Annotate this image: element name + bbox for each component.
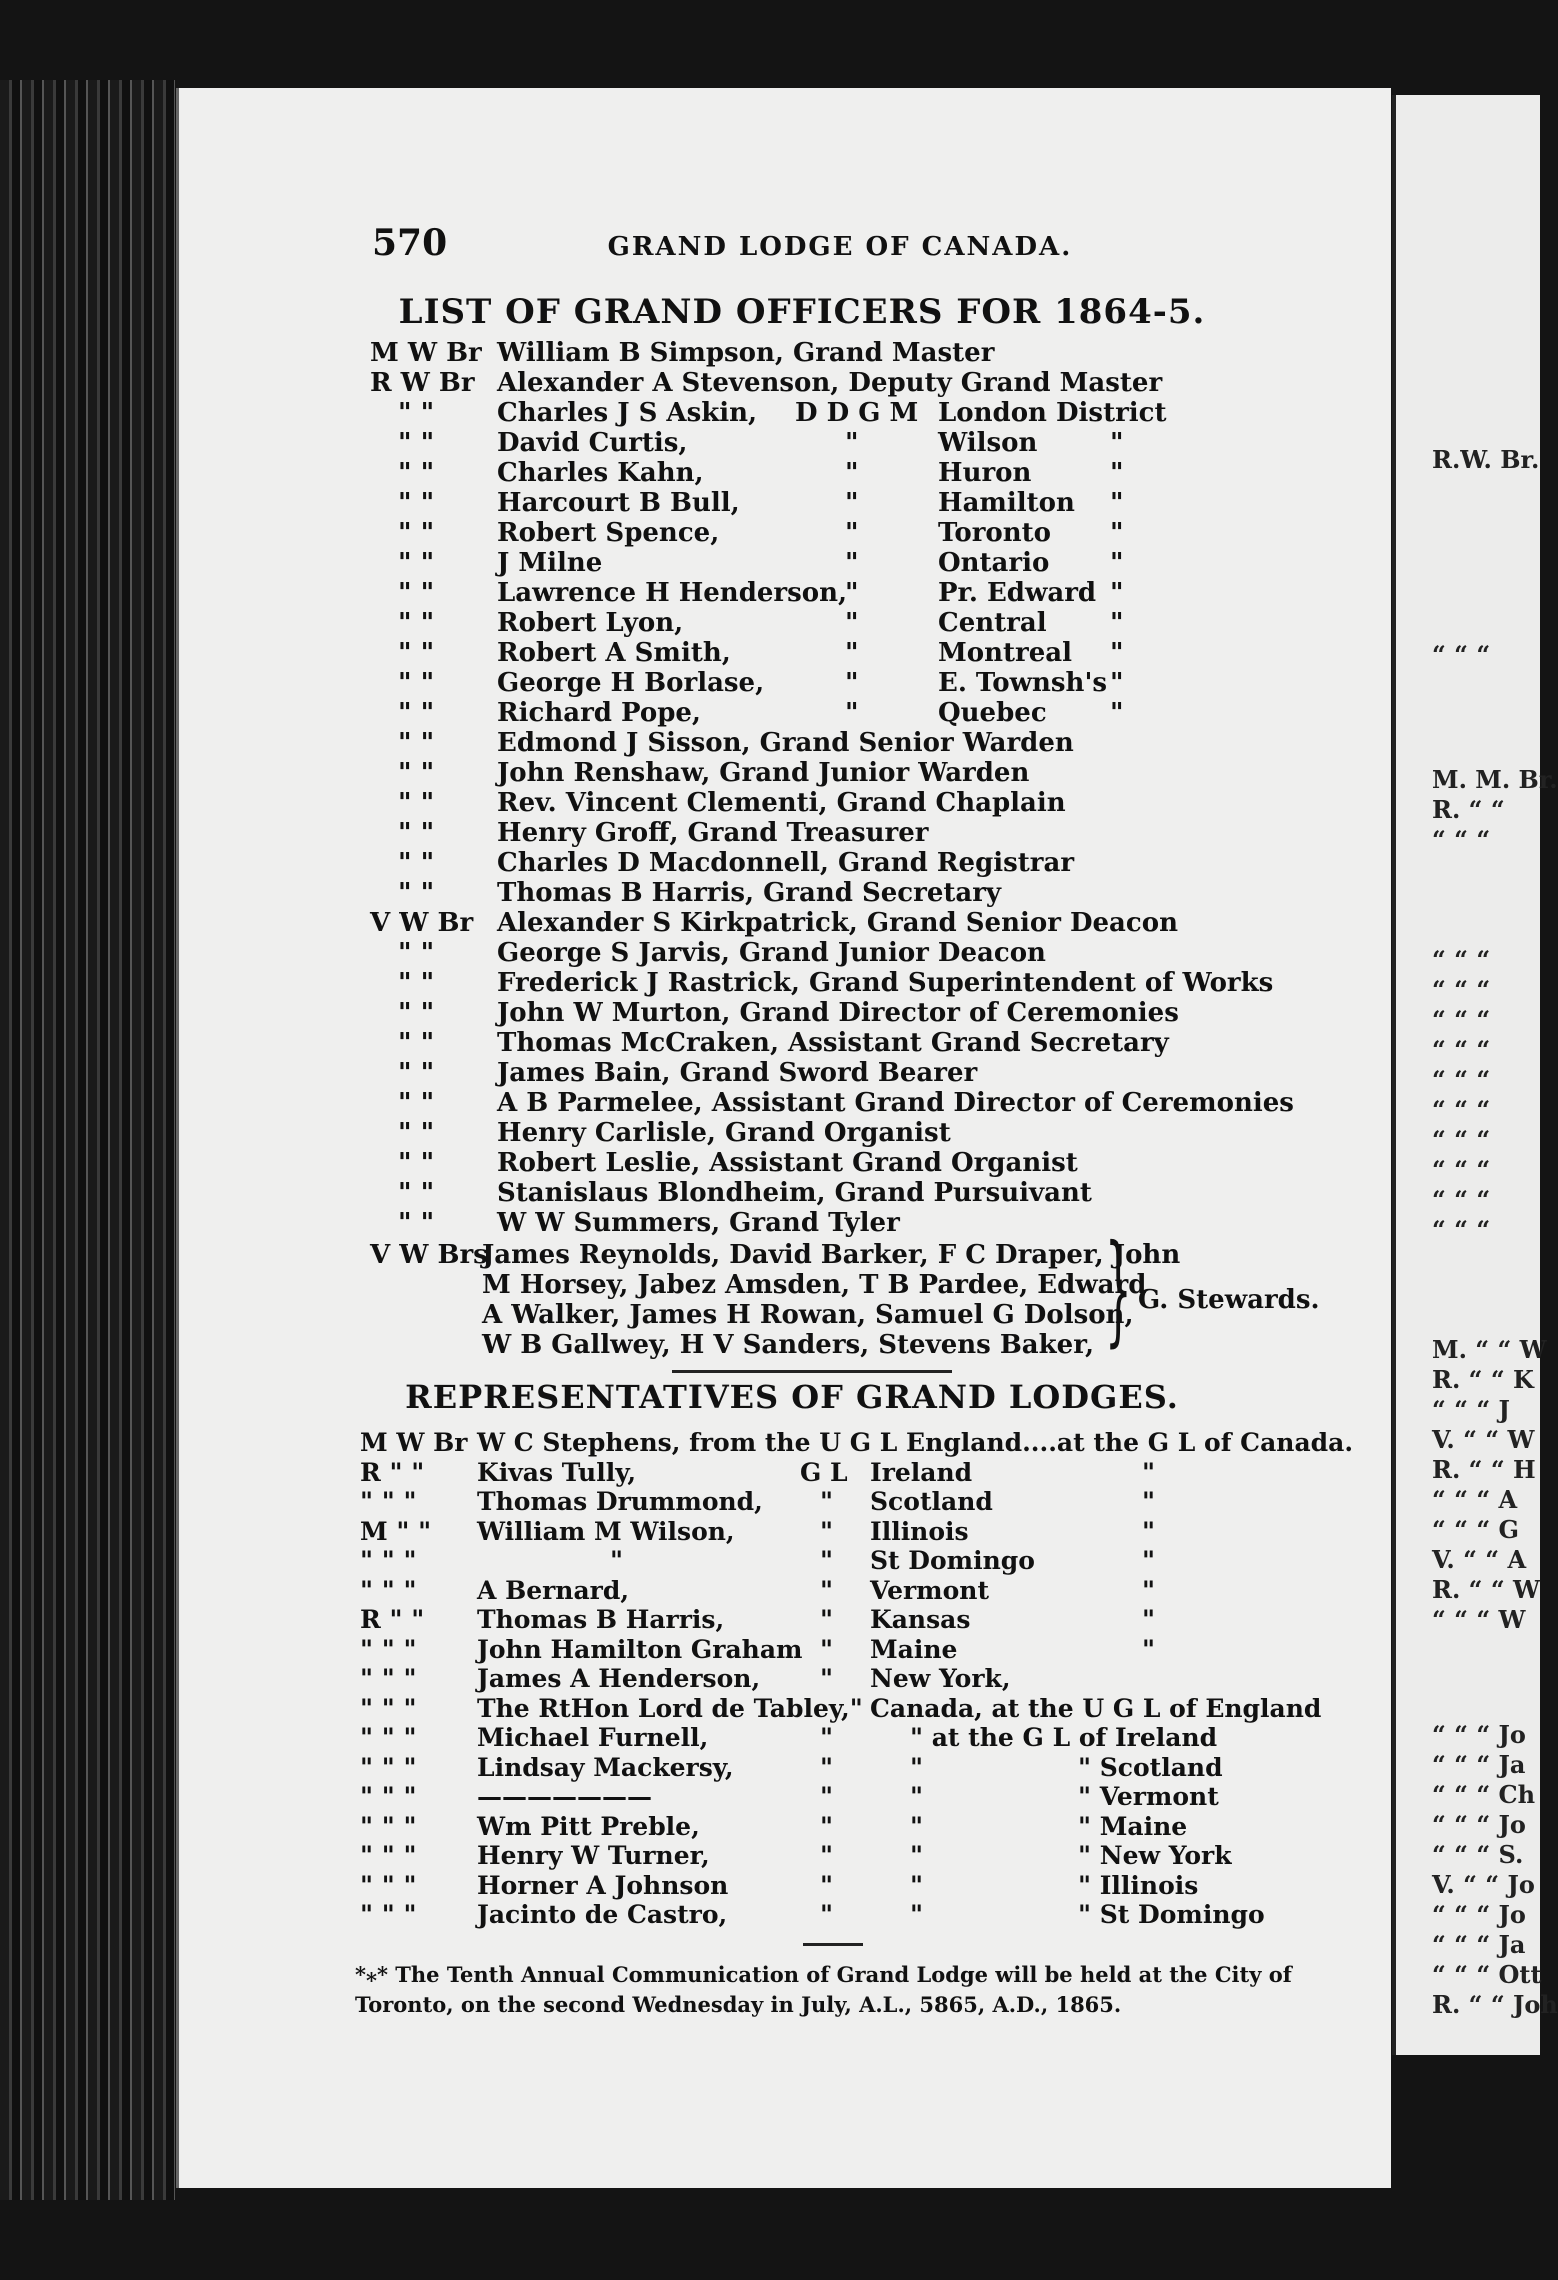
- rep-rank: M W Br: [360, 1428, 468, 1457]
- right-page-line: “ “ “ G: [1432, 1515, 1519, 1544]
- officer-office: ": [845, 458, 859, 488]
- officer-office: ": [845, 548, 859, 578]
- rep-place: ": [910, 1870, 924, 1900]
- rep-name: John Hamilton Graham: [477, 1634, 803, 1664]
- officer-row: [370, 848, 1330, 878]
- rep-place: St Domingo: [870, 1546, 1035, 1575]
- right-page-line: “ “ “: [1432, 1005, 1491, 1034]
- officer-name: Robert A Smith,: [497, 638, 731, 668]
- officer-rank: " ": [398, 548, 435, 578]
- footnote: *⁎* The Tenth Annual Communication of Grand Lodge will be held at the City of Toronto, on the second Wednesday in July, A.L., 5865, A.D., 1865.: [355, 1962, 1292, 2017]
- officer-row: [370, 578, 1330, 608]
- officer-name: Thomas McCraken, Assistant Grand Secretary: [497, 1028, 1169, 1058]
- stewards-label: G. Stewards.: [1138, 1285, 1320, 1315]
- rep-gl: ": [820, 1752, 834, 1782]
- right-page-line: “ “ “: [1432, 1155, 1491, 1184]
- officer-rank: " ": [398, 1178, 435, 1208]
- officer-district: Montreal: [938, 638, 1072, 668]
- officer-name: Henry Groff, Grand Treasurer: [497, 818, 929, 848]
- officer-name: Charles D Macdonnell, Grand Registrar: [497, 848, 1075, 878]
- rep-ditto: ": [1142, 1546, 1156, 1575]
- officer-name: George H Borlase,: [497, 668, 765, 698]
- book-binding: [0, 80, 175, 2200]
- rep-rank: R " ": [360, 1605, 425, 1634]
- representative-row: [360, 1900, 1330, 1930]
- right-page-line: “ “ “: [1432, 640, 1491, 669]
- rep-rank: " " ": [360, 1900, 417, 1929]
- stewards-brace: }: [1105, 1220, 1132, 1359]
- officer-row: [370, 818, 1330, 848]
- representative-row: [360, 1782, 1330, 1812]
- running-title: GRAND LODGE OF CANADA.: [607, 232, 1073, 262]
- officer-ditto: ": [1110, 698, 1124, 728]
- right-page-line: R. “ “ K: [1432, 1365, 1534, 1394]
- officer-office: ": [845, 698, 859, 728]
- officer-office: ": [845, 428, 859, 458]
- officer-office: ": [845, 668, 859, 698]
- officer-ditto: ": [1110, 458, 1124, 488]
- officer-name: Thomas B Harris, Grand Secretary: [497, 878, 1002, 908]
- officer-ditto: ": [1110, 518, 1124, 548]
- rep-at: " Illinois: [1078, 1870, 1199, 1900]
- officer-name: Edmond J Sisson, Grand Senior Warden: [497, 728, 1074, 758]
- officer-rank: " ": [398, 1058, 435, 1088]
- rep-place: New York,: [870, 1664, 1011, 1693]
- rep-place: Scotland: [870, 1487, 993, 1516]
- right-page-line: “ “ “ Ott: [1432, 1960, 1542, 1989]
- rep-ditto: ": [1142, 1634, 1156, 1664]
- right-page-line: “ “ “ Ch: [1432, 1780, 1536, 1809]
- officer-rank: " ": [398, 1118, 435, 1148]
- officer-name: A B Parmelee, Assistant Grand Director of Ceremonies: [497, 1088, 1294, 1118]
- rep-place: ": [910, 1841, 924, 1870]
- officer-name: Richard Pope,: [497, 698, 701, 728]
- officer-name: Robert Lyon,: [497, 608, 684, 638]
- officer-office: ": [845, 518, 859, 548]
- rep-gl: ": [820, 1575, 834, 1605]
- representative-row: [360, 1487, 1330, 1517]
- officer-rank: " ": [398, 428, 435, 458]
- officer-rank: " ": [398, 998, 435, 1028]
- rep-gl: ": [820, 1870, 834, 1900]
- representative-row: [360, 1517, 1330, 1547]
- officer-rank: " ": [398, 578, 435, 608]
- officer-rank: " ": [398, 818, 435, 848]
- officer-row: [370, 878, 1330, 908]
- right-page-line: R. “ “ H: [1432, 1455, 1536, 1484]
- officer-row: [370, 368, 1330, 398]
- officer-row: [370, 428, 1330, 458]
- officer-office: ": [845, 578, 859, 608]
- officer-row: [370, 458, 1330, 488]
- officer-row: [370, 998, 1330, 1028]
- officer-ditto: ": [1110, 428, 1124, 458]
- stewards-line: James Reynolds, David Barker, F C Draper, John: [482, 1240, 1181, 1270]
- rep-rank: " " ": [360, 1752, 417, 1782]
- officer-district: Quebec: [938, 698, 1047, 728]
- right-page-line: R. “ “ Joh: [1432, 1990, 1558, 2019]
- rep-rank: " " ": [360, 1664, 417, 1693]
- stewards-line: A Walker, James H Rowan, Samuel G Dolson,: [482, 1300, 1134, 1330]
- officer-rank: " ": [398, 488, 435, 518]
- officer-row: [370, 788, 1330, 818]
- running-header: [372, 222, 1072, 264]
- representative-row: [360, 1635, 1330, 1665]
- rep-gl: ": [820, 1811, 834, 1841]
- officer-name: Rev. Vincent Clementi, Grand Chaplain: [497, 788, 1066, 818]
- rep-place: Maine: [870, 1634, 958, 1664]
- rep-ditto: ": [1142, 1457, 1156, 1487]
- rep-place: " at the G L of Ireland: [910, 1723, 1218, 1752]
- rep-rank: " " ": [360, 1870, 417, 1900]
- officer-rank: " ": [398, 1148, 435, 1178]
- page-number: 570: [372, 222, 448, 264]
- officer-rank: " ": [398, 398, 435, 428]
- officer-row: [370, 1088, 1330, 1118]
- officer-row: [370, 338, 1330, 368]
- officer-district: Central: [938, 608, 1047, 638]
- rep-rank: " " ": [360, 1782, 417, 1811]
- rep-at: " Scotland: [1078, 1752, 1223, 1782]
- right-page-line: V. “ “ A: [1432, 1545, 1527, 1574]
- footnote-rule: [803, 1943, 863, 1946]
- officer-rank: " ": [398, 878, 435, 908]
- officer-district: E. Townsh's: [938, 668, 1108, 698]
- rep-rank: " " ": [360, 1723, 417, 1752]
- rep-rank: R " ": [360, 1457, 425, 1487]
- rep-name: Lindsay Mackersy,: [477, 1752, 734, 1782]
- rep-rank: " " ": [360, 1575, 417, 1605]
- rep-place: Kansas: [870, 1605, 971, 1634]
- officer-row: [370, 698, 1330, 728]
- right-page-line: M. M. Br.: [1432, 765, 1558, 794]
- officer-name: J Milne: [497, 548, 603, 578]
- rep-name: James A Henderson,: [477, 1664, 761, 1693]
- right-page-line: “ “ “ A: [1432, 1485, 1518, 1514]
- officer-district: Hamilton: [938, 488, 1075, 518]
- officer-rank: " ": [398, 638, 435, 668]
- officer-rank: " ": [398, 968, 435, 998]
- officer-rank: R W Br: [370, 368, 475, 398]
- rep-gl: ": [820, 1900, 834, 1929]
- officer-name: Alexander A Stevenson, Deputy Grand Master: [497, 368, 1163, 398]
- representative-row: [360, 1428, 1354, 1458]
- officer-name: Robert Leslie, Assistant Grand Organist: [497, 1148, 1078, 1178]
- officer-ditto: ": [1110, 638, 1124, 668]
- rep-gl: ": [820, 1546, 834, 1575]
- officer-rank: " ": [398, 1088, 435, 1118]
- right-page-line: “ “ “ Jo: [1432, 1720, 1526, 1749]
- officer-name: Charles J S Askin,: [497, 398, 758, 428]
- rep-name: The RtHon Lord de Tabley,": [477, 1693, 863, 1723]
- officer-rank: " ": [398, 1208, 435, 1238]
- right-page-line: “ “ “: [1432, 975, 1491, 1004]
- officer-rank: " ": [398, 458, 435, 488]
- officer-rank: " ": [398, 848, 435, 878]
- right-page-line: “ “ “: [1432, 1215, 1491, 1244]
- rep-at: " Vermont: [1078, 1782, 1219, 1811]
- rep-rank: " " ": [360, 1811, 417, 1841]
- right-page-line: “ “ “ Jo: [1432, 1900, 1526, 1929]
- representative-row: [360, 1841, 1330, 1871]
- officer-ditto: ": [1110, 578, 1124, 608]
- rep-at: " New York: [1078, 1841, 1232, 1870]
- rep-ditto: ": [1142, 1575, 1156, 1605]
- officer-district: Toronto: [938, 518, 1052, 548]
- right-page-line: “ “ “: [1432, 1185, 1491, 1214]
- rep-place: ": [910, 1900, 924, 1929]
- officer-ditto: ": [1110, 488, 1124, 518]
- right-page-line: “ “ “ Ja: [1432, 1930, 1526, 1959]
- representative-row: [360, 1458, 1330, 1488]
- right-page-line: V. “ “ W: [1432, 1425, 1535, 1454]
- rep-name: Jacinto de Castro,: [477, 1900, 728, 1929]
- rep-place: Vermont: [870, 1575, 990, 1605]
- section-rule: [672, 1370, 952, 1373]
- rep-name: Michael Furnell,: [477, 1723, 709, 1752]
- representative-row: [360, 1871, 1330, 1901]
- right-page-line: R. “ “: [1432, 795, 1505, 824]
- officer-row: [370, 1208, 1330, 1238]
- rep-place: Ireland: [870, 1457, 973, 1487]
- officer-district: Huron: [938, 458, 1032, 488]
- rep-place: ": [910, 1752, 924, 1782]
- officer-name: Alexander S Kirkpatrick, Grand Senior Deacon: [497, 908, 1178, 938]
- rep-gl: ": [820, 1605, 834, 1634]
- stewards-line: W B Gallwey, H V Sanders, Stevens Baker,: [482, 1330, 1095, 1360]
- officer-ditto: ": [1110, 608, 1124, 638]
- officer-row: [370, 1058, 1330, 1088]
- officer-rank: " ": [398, 608, 435, 638]
- officer-rank: " ": [398, 1028, 435, 1058]
- right-page-line: M. “ “ W: [1432, 1335, 1547, 1364]
- officer-row: [370, 728, 1330, 758]
- representatives-heading: REPRESENTATIVES OF GRAND LODGES.: [405, 1378, 1179, 1416]
- rep-name: Horner A Johnson: [477, 1870, 729, 1900]
- rep-name: Kivas Tully,: [477, 1457, 637, 1487]
- officer-row: [370, 668, 1330, 698]
- right-page-line: “ “ “: [1432, 1035, 1491, 1064]
- rep-name: William M Wilson,: [477, 1516, 735, 1546]
- representative-row: [360, 1546, 1330, 1576]
- officer-name: Henry Carlisle, Grand Organist: [497, 1118, 951, 1148]
- rep-name: Thomas Drummond,: [477, 1487, 763, 1516]
- officer-rank: " ": [398, 518, 435, 548]
- officer-ditto: ": [1110, 668, 1124, 698]
- officer-row: [370, 488, 1330, 518]
- representative-row: [360, 1753, 1330, 1783]
- representative-row: [360, 1576, 1330, 1606]
- representative-row: [360, 1605, 1330, 1635]
- rep-gl: ": [820, 1723, 834, 1752]
- officer-rank: " ": [398, 668, 435, 698]
- officer-name: Charles Kahn,: [497, 458, 704, 488]
- officer-row: [370, 398, 1330, 428]
- officer-row: [370, 1118, 1330, 1148]
- officer-row: [370, 548, 1330, 578]
- officer-rank: " ": [398, 938, 435, 968]
- right-page-line: “ “ “ J: [1432, 1395, 1510, 1424]
- officer-office: D D G M: [795, 398, 919, 428]
- officer-row: [370, 908, 1330, 938]
- officer-row: [370, 608, 1330, 638]
- rep-rank: M " ": [360, 1516, 432, 1546]
- officer-row: [370, 1178, 1330, 1208]
- rep-at: " St Domingo: [1078, 1900, 1265, 1929]
- rep-place: Canada, at the U G L of England: [870, 1693, 1322, 1723]
- rep-name: Wm Pitt Preble,: [477, 1811, 700, 1841]
- rep-place: Illinois: [870, 1516, 969, 1546]
- rep-name: Thomas B Harris,: [477, 1605, 725, 1634]
- rep-ditto: ": [1142, 1605, 1156, 1634]
- officer-rank: V W Br: [370, 908, 474, 938]
- officer-district: Pr. Edward: [938, 578, 1097, 608]
- rep-rank: " " ": [360, 1841, 417, 1870]
- officer-district: Ontario: [938, 548, 1050, 578]
- officer-name: Robert Spence,: [497, 518, 720, 548]
- officer-name: Stanislaus Blondheim, Grand Pursuivant: [497, 1178, 1092, 1208]
- officer-name: Lawrence H Henderson,: [497, 578, 848, 608]
- rep-gl: ": [820, 1782, 834, 1811]
- right-page-line: V. “ “ Jo: [1432, 1870, 1535, 1899]
- officer-row: [370, 518, 1330, 548]
- right-page-line: “ “ “: [1432, 1065, 1491, 1094]
- right-page-line: “ “ “ Ja: [1432, 1750, 1526, 1779]
- representative-row: [360, 1664, 1330, 1694]
- rep-rank: " " ": [360, 1546, 417, 1575]
- officer-row: [370, 1028, 1330, 1058]
- officer-district: London District: [938, 398, 1167, 428]
- officer-row: [370, 938, 1330, 968]
- officer-name: John W Murton, Grand Director of Ceremonies: [497, 998, 1179, 1028]
- rep-ditto: ": [1142, 1487, 1156, 1516]
- rep-gl: G L: [800, 1457, 848, 1487]
- officer-rank: " ": [398, 758, 435, 788]
- officer-name: James Bain, Grand Sword Bearer: [497, 1058, 978, 1088]
- rep-gl: ": [820, 1516, 834, 1546]
- rep-gl: ": [820, 1664, 834, 1693]
- officer-rank: " ": [398, 728, 435, 758]
- right-page-line: R. “ “ W: [1432, 1575, 1540, 1604]
- rep-rank: " " ": [360, 1634, 417, 1664]
- rep-place: ": [910, 1782, 924, 1811]
- officer-office: ": [845, 608, 859, 638]
- right-page-line: “ “ “: [1432, 945, 1491, 974]
- rep-name: Henry W Turner,: [477, 1841, 710, 1870]
- rep-gl: ": [820, 1634, 834, 1664]
- stewards-line: M Horsey, Jabez Amsden, T B Pardee, Edward: [482, 1270, 1147, 1300]
- right-page-line: R.W. Br.: [1432, 445, 1540, 474]
- rep-name: ": [610, 1546, 624, 1575]
- officer-name: Harcourt B Bull,: [497, 488, 740, 518]
- officer-rank: " ": [398, 788, 435, 818]
- rep-gl: ": [820, 1487, 834, 1516]
- officer-row: [370, 1148, 1330, 1178]
- representative-row: [360, 1694, 1330, 1724]
- rep-name: W C Stephens, from the U G L England....at the G L of Canada.: [477, 1428, 1354, 1457]
- officer-rank: " ": [398, 698, 435, 728]
- officer-district: Wilson: [938, 428, 1038, 458]
- officer-office: ": [845, 638, 859, 668]
- right-page-line: “ “ “: [1432, 1125, 1491, 1154]
- officer-row: [370, 968, 1330, 998]
- right-page-line: “ “ “ W: [1432, 1605, 1526, 1634]
- rep-gl: ": [820, 1841, 834, 1870]
- officer-name: David Curtis,: [497, 428, 688, 458]
- representative-row: [360, 1723, 1330, 1753]
- officers-heading: LIST OF GRAND OFFICERS FOR 1864-5.: [398, 292, 1206, 332]
- right-page-edge: [1392, 95, 1558, 2055]
- officer-row: [370, 638, 1330, 668]
- right-page-line: “ “ “ Jo: [1432, 1810, 1526, 1839]
- rep-name: ———————: [477, 1782, 652, 1811]
- rep-rank: " " ": [360, 1487, 417, 1516]
- right-page-line: “ “ “: [1432, 1095, 1491, 1124]
- rep-place: ": [910, 1811, 924, 1841]
- right-page-line: “ “ “: [1432, 825, 1491, 854]
- officer-rank: M W Br: [370, 338, 482, 368]
- officer-office: ": [845, 488, 859, 518]
- right-page-line: “ “ “ S.: [1432, 1840, 1524, 1869]
- officer-name: Frederick J Rastrick, Grand Superintendent of Works: [497, 968, 1274, 998]
- rep-name: A Bernard,: [477, 1575, 630, 1605]
- rep-at: " Maine: [1078, 1811, 1188, 1841]
- representative-row: [360, 1812, 1330, 1842]
- officer-name: John Renshaw, Grand Junior Warden: [497, 758, 1030, 788]
- officer-row: [370, 758, 1330, 788]
- officer-name: George S Jarvis, Grand Junior Deacon: [497, 938, 1046, 968]
- stewards-rank: V W Brs: [370, 1240, 488, 1270]
- officer-name: W W Summers, Grand Tyler: [497, 1208, 900, 1238]
- rep-rank: " " ": [360, 1693, 417, 1723]
- officer-name: William B Simpson, Grand Master: [497, 338, 995, 368]
- rep-ditto: ": [1142, 1516, 1156, 1546]
- officer-ditto: ": [1110, 548, 1124, 578]
